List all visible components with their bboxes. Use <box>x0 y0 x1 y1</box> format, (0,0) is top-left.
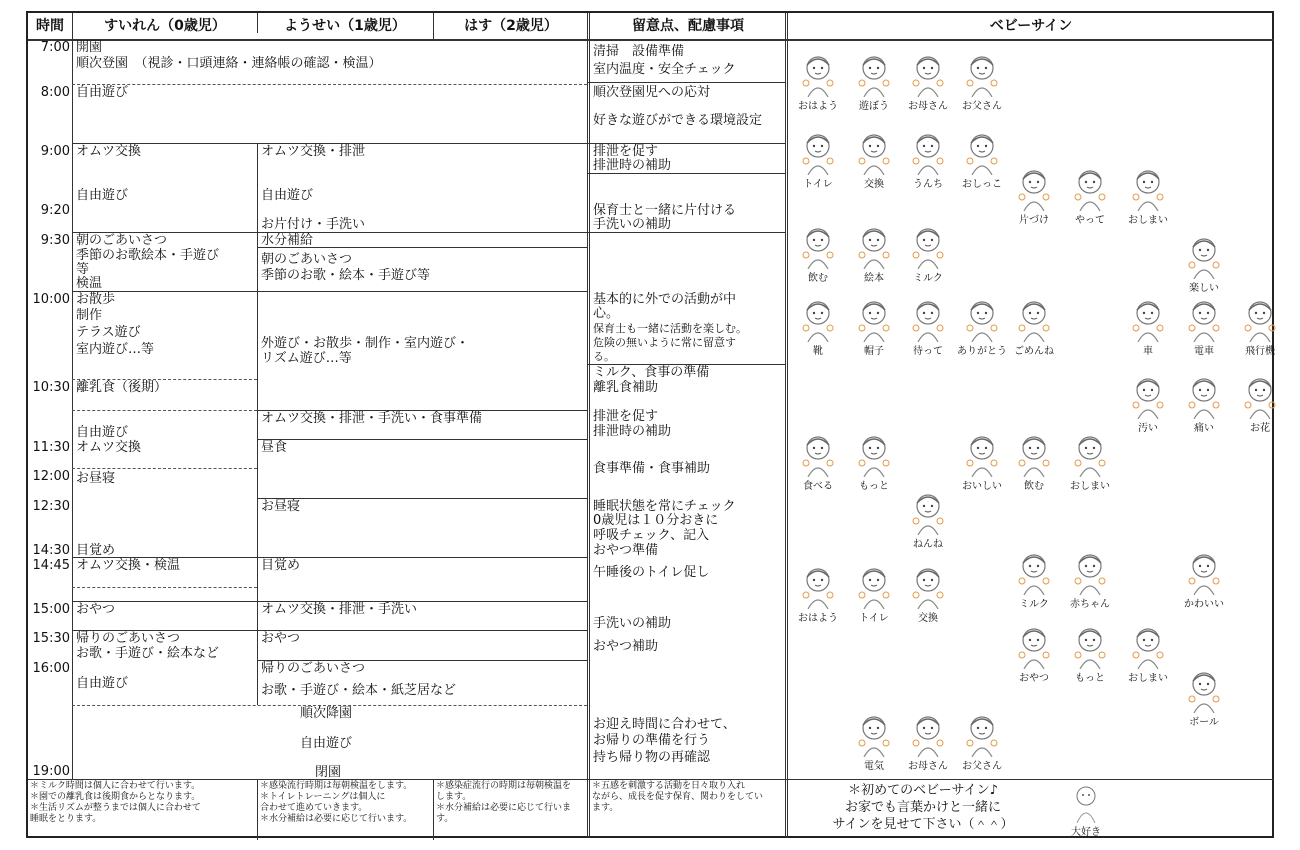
time-label: 14:45 <box>32 558 70 573</box>
sign-label: 痛い <box>1194 423 1214 434</box>
sign-figure <box>1120 167 1176 226</box>
divider-time <box>72 13 73 779</box>
note-item: 室内温度・安全チェック <box>593 62 736 77</box>
child-sign-icon <box>798 433 838 477</box>
sign-figure <box>846 131 902 190</box>
sign-figure <box>900 491 956 550</box>
suiren-item: オムツ交換 <box>76 144 142 159</box>
child-sign-icon <box>1128 625 1168 669</box>
suiren-item: 自由遊び <box>76 676 129 691</box>
suiren-item: 季節のお歌絵本・手遊び <box>76 248 220 263</box>
footer-suiren: ＊生活リズムが整うまでは個人に合わせて <box>30 803 201 813</box>
sign-figure <box>1176 551 1232 610</box>
footer-hasu: ＊水分補給は必要に応じて行いま <box>436 803 572 813</box>
note-item: 睡眠状態を常にチェック <box>593 499 736 514</box>
sign-label: お母さん <box>908 761 948 772</box>
time-label: 12:30 <box>32 499 70 514</box>
time-label: 10:00 <box>32 292 70 307</box>
sign-figure <box>1232 375 1288 434</box>
note-item: 0歳児は１０分おきに <box>593 513 719 528</box>
sign-figure <box>1006 625 1062 684</box>
child-sign-icon <box>1070 551 1110 595</box>
sign-label: ボール <box>1189 717 1219 728</box>
yousei-item: リズム遊び…等 <box>261 351 352 366</box>
sign-label: 電車 <box>1194 346 1214 357</box>
sign-label: 飲む <box>808 273 828 284</box>
child-sign-icon <box>798 53 838 97</box>
suiren-item: 離乳食（後期） <box>76 380 168 395</box>
yousei-item: オムツ交換・排泄・手洗い <box>261 602 418 617</box>
child-sign-icon <box>798 565 838 609</box>
sign-figure <box>900 298 956 357</box>
child-sign-icon <box>908 225 948 269</box>
suiren-item: 自由遊び <box>76 425 129 440</box>
child-sign-icon <box>798 131 838 175</box>
footer-suiren: ＊ミルク時間は個人に合わせて行います。 <box>30 781 201 791</box>
sign-label: もっと <box>859 481 889 492</box>
child-sign-icon <box>1184 235 1224 279</box>
note-item: 食事準備・食事補助 <box>593 461 711 476</box>
sign-figure <box>900 713 956 772</box>
sign-figure <box>1176 375 1232 434</box>
yousei-item: 外遊び・お散歩・制作・室内遊び・ <box>261 336 470 351</box>
note-item: 手洗いの補助 <box>593 616 672 631</box>
sign-label: おいしい <box>962 481 1002 492</box>
footer-hasu: ＊感染症流行の時期は毎朝検温を <box>436 781 572 791</box>
child-sign-icon <box>798 225 838 269</box>
sign-label: お花 <box>1250 423 1270 434</box>
header-yousei: ようせい（1歳児） <box>284 18 406 34</box>
sign-figure <box>846 433 902 492</box>
note-item: 危険の無いように常に留意す <box>593 336 736 349</box>
footer-notes: ＊五感を刺激する活動を日々取り入れ <box>592 781 746 791</box>
sign-figure <box>846 298 902 357</box>
suiren-item: テラス遊び <box>76 325 141 340</box>
child-sign-icon <box>908 491 948 535</box>
header-notes: 留意点、配慮事項 <box>632 18 744 34</box>
suiren-item: 目覚め <box>76 543 116 558</box>
note-item: お迎え時間に合わせて、 <box>593 717 736 732</box>
sign-label: 靴 <box>813 346 823 357</box>
sign-figure <box>790 433 846 492</box>
sign-figure <box>900 131 956 190</box>
note-item: 清掃 設備準備 <box>593 44 685 59</box>
sign-figure <box>1120 625 1176 684</box>
note-item: 排泄時の補助 <box>593 424 672 439</box>
sign-figure <box>1120 375 1176 434</box>
note-item: 排泄を促す <box>593 144 659 159</box>
child-sign-icon <box>854 225 894 269</box>
sign-label: ミルク <box>913 273 943 284</box>
child-sign-icon <box>1184 551 1224 595</box>
time-label: 12:00 <box>32 469 70 484</box>
time-label: 14:30 <box>32 543 70 558</box>
time-label: 15:00 <box>32 602 70 617</box>
child-sign-icon <box>908 713 948 757</box>
common-free-play: 自由遊び <box>76 85 129 100</box>
footer-notes: ます。 <box>592 803 619 813</box>
sign-figure <box>1120 298 1176 357</box>
sign-label: 絵本 <box>864 273 884 284</box>
sign-figure <box>1062 551 1118 610</box>
sign-label: 飛行機 <box>1245 346 1275 357</box>
time-label: 9:00 <box>40 144 70 159</box>
sign-label: 待って <box>913 346 943 357</box>
yousei-item: 自由遊び <box>261 188 314 203</box>
sign-label: 片づけ <box>1019 215 1049 226</box>
sign-figure <box>900 565 956 624</box>
sign-label: 食べる <box>803 481 833 492</box>
sign-figure <box>1006 167 1062 226</box>
header-time: 時間 <box>36 18 64 34</box>
sign-label: 電気 <box>864 761 884 772</box>
child-sign-icon <box>1014 298 1054 342</box>
sign-figure <box>790 131 846 190</box>
yousei-item: オムツ交換・排泄・手洗い・食事準備 <box>261 411 483 426</box>
sign-label: 帽子 <box>864 346 884 357</box>
note-item: お帰りの準備を行う <box>593 733 711 748</box>
sign-figure <box>846 565 902 624</box>
sign-figure <box>790 53 846 112</box>
child-sign-icon <box>1014 167 1054 211</box>
time-label: 9:20 <box>40 203 70 218</box>
child-sign-icon <box>854 433 894 477</box>
yousei-item: 水分補給 <box>261 233 314 248</box>
sign-label: おしまい <box>1128 215 1168 226</box>
footer-sign-note: サインを見せて下さい（＾＾） <box>832 817 1014 832</box>
sign-figure <box>1006 551 1062 610</box>
sign-label: おしっこ <box>962 179 1002 190</box>
sign-figure <box>1058 783 1114 838</box>
sign-figure <box>1062 167 1118 226</box>
sign-label: 大好き <box>1071 827 1101 838</box>
common-open: 開園 <box>76 40 103 55</box>
header-suiren: すいれん（0歳児） <box>104 18 226 34</box>
yousei-item: お片付け・手洗い <box>261 217 366 232</box>
sign-figure <box>846 53 902 112</box>
suiren-item: 帰りのごあいさつ <box>76 631 181 646</box>
child-sign-icon <box>1184 669 1224 713</box>
footer-sign-note: ＊初めてのベビーサイン♪ <box>848 783 998 798</box>
sign-label: もっと <box>1075 673 1105 684</box>
yousei-item: 昼食 <box>261 440 288 455</box>
sign-figure <box>1062 625 1118 684</box>
child-sign-icon <box>962 298 1002 342</box>
note-item: 午睡後のトイレ促し <box>593 565 710 580</box>
sign-label: お父さん <box>962 761 1002 772</box>
child-sign-icon <box>1070 625 1110 669</box>
common-free-end: 自由遊び <box>300 736 353 751</box>
footer-sign-note: お家でも言葉かけと一緒に <box>844 800 1001 815</box>
sign-label: おはよう <box>798 101 838 112</box>
sign-label: おはよう <box>798 613 838 624</box>
suiren-item: オムツ交換 <box>76 440 142 455</box>
footer-yousei: ＊水分補給は必要に応じて行います。 <box>260 814 413 824</box>
child-sign-icon <box>962 713 1002 757</box>
sign-label: トイレ <box>803 179 833 190</box>
note-item: おやつ準備 <box>593 543 659 558</box>
note-item: 心。 <box>593 306 620 321</box>
sign-label: ごめんね <box>1014 346 1054 357</box>
sign-figure <box>846 225 902 284</box>
time-label: 8:00 <box>40 85 70 100</box>
child-sign-icon <box>1184 298 1224 342</box>
footer-suiren: 睡眠をとります。 <box>30 814 102 824</box>
footer-yousei: ＊感染流行時期は毎朝検温をします。 <box>260 781 413 791</box>
time-label: 19:00 <box>32 764 70 779</box>
child-sign-icon <box>908 53 948 97</box>
footer-yousei: 合わせて進めていきます。 <box>260 803 368 813</box>
suiren-item: 制作 <box>76 308 103 323</box>
sign-label: やって <box>1075 215 1105 226</box>
sign-label: 交換 <box>864 179 884 190</box>
sign-label: お父さん <box>962 101 1002 112</box>
child-sign-icon <box>854 298 894 342</box>
child-sign-icon <box>798 298 838 342</box>
sign-label: トイレ <box>859 613 889 624</box>
note-item: る。 <box>593 350 615 363</box>
common-leave: 順次降園 <box>300 706 353 721</box>
sign-label: 交換 <box>918 613 938 624</box>
sign-label: お母さん <box>908 101 948 112</box>
sign-label: おしまい <box>1070 481 1110 492</box>
sign-figure <box>1232 298 1288 357</box>
sign-figure <box>1176 669 1232 728</box>
sign-figure <box>1006 298 1062 357</box>
sign-label: 遊ぼう <box>859 101 889 112</box>
child-sign-icon <box>1240 298 1280 342</box>
suiren-item: 等 <box>76 262 90 277</box>
note-item: 基本的に外での活動が中 <box>593 292 737 307</box>
suiren-item: 検温 <box>76 276 103 291</box>
header-signs: ベビーサイン <box>989 18 1073 34</box>
yousei-item: 季節のお歌・絵本・手遊び等 <box>261 268 431 283</box>
yousei-item: 帰りのごあいさつ <box>261 661 366 676</box>
child-sign-icon <box>854 713 894 757</box>
sign-figure <box>846 713 902 772</box>
sign-label: 汚い <box>1138 423 1158 434</box>
note-item: 離乳食補助 <box>593 380 659 395</box>
sign-label: ミルク <box>1019 599 1049 610</box>
time-label: 7:00 <box>40 40 70 55</box>
note-item: 保育士も一緒に活動を楽しむ。 <box>593 322 747 335</box>
yousei-item: おやつ <box>261 631 301 646</box>
sign-figure <box>954 131 1010 190</box>
child-sign-icon <box>1070 167 1110 211</box>
time-label: 11:30 <box>32 440 70 455</box>
yousei-item: オムツ交換・排泄 <box>261 144 366 159</box>
sign-label: 飲む <box>1024 481 1044 492</box>
sign-label: ありがとう <box>957 346 1007 357</box>
footer-hasu: します。 <box>436 792 472 802</box>
child-sign-icon <box>962 131 1002 175</box>
child-sign-icon <box>1128 375 1168 419</box>
sign-figure <box>954 53 1010 112</box>
time-label: 15:30 <box>32 631 70 646</box>
yousei-item: 目覚め <box>261 558 301 573</box>
time-label: 10:30 <box>32 380 70 395</box>
common-arrive: 順次登園 （視診・口頭連絡・連絡帳の確認・検温） <box>76 56 382 71</box>
sign-label: うんち <box>913 179 943 190</box>
sign-figure <box>900 225 956 284</box>
sign-figure <box>900 53 956 112</box>
sign-figure <box>790 565 846 624</box>
sign-label: ねんね <box>913 539 943 550</box>
note-item: おやつ補助 <box>593 639 659 654</box>
suiren-item: 朝のごあいさつ <box>76 233 168 248</box>
child-sign-icon <box>1014 551 1054 595</box>
child-sign-icon <box>1240 375 1280 419</box>
note-item: 排泄を促す <box>593 409 659 424</box>
sign-figure <box>954 433 1010 492</box>
sign-label: おやつ <box>1019 673 1049 684</box>
sign-figure <box>954 298 1010 357</box>
yousei-item: 朝のごあいさつ <box>261 252 353 267</box>
sign-figure <box>1006 433 1062 492</box>
sign-figure <box>1176 298 1232 357</box>
footer-notes: ながら、成長を促す保育、関わりをしてい <box>592 792 764 802</box>
time-label: 16:00 <box>32 661 70 676</box>
child-sign-icon <box>962 53 1002 97</box>
note-item: 順次登園児への応対 <box>593 85 711 100</box>
child-sign-icon <box>1070 433 1110 477</box>
footer-suiren: ＊園での離乳食は後期食からとなります。 <box>30 792 201 802</box>
sign-figure <box>790 298 846 357</box>
suiren-item: お散歩 <box>76 292 116 307</box>
note-item: 保育士と一緒に片付ける <box>593 203 737 218</box>
divider-signs <box>785 13 788 838</box>
child-sign-icon <box>1014 433 1054 477</box>
suiren-item: 室内遊び…等 <box>76 342 155 357</box>
child-sign-icon <box>854 565 894 609</box>
yousei-item: お昼寝 <box>261 499 301 514</box>
child-sign-icon <box>1128 167 1168 211</box>
note-item: 呼吸チェック、記入 <box>593 528 710 543</box>
suiren-item: おやつ <box>76 602 116 617</box>
note-item: 持ち帰り物の再確認 <box>593 750 711 765</box>
sign-figure <box>1176 235 1232 294</box>
note-item: 好きな遊びができる環境設定 <box>593 113 763 128</box>
daily-schedule-sheet <box>26 11 1274 838</box>
sign-figure <box>790 225 846 284</box>
note-item: 排泄時の補助 <box>593 158 672 173</box>
header-hasu: はす（2歳児） <box>464 18 558 34</box>
child-sign-icon <box>908 131 948 175</box>
note-item: 手洗いの補助 <box>593 217 672 232</box>
divider-notes <box>587 13 590 838</box>
child-sign-icon <box>1014 625 1054 669</box>
child-sign-icon <box>908 298 948 342</box>
suiren-item: 自由遊び <box>76 188 129 203</box>
note-item: ミルク、食事の準備 <box>593 365 710 380</box>
suiren-item: お歌・手遊び・絵本など <box>76 646 220 661</box>
common-close: 閉園 <box>315 765 342 780</box>
suiren-item: お昼寝 <box>76 471 116 486</box>
sign-label: 楽しい <box>1189 283 1219 294</box>
yousei-item: お歌・手遊び・絵本・紙芝居など <box>261 683 457 698</box>
child-sign-icon <box>854 131 894 175</box>
sign-figure <box>1062 433 1118 492</box>
suiren-item: オムツ交換・検温 <box>76 558 181 573</box>
sign-label: 赤ちゃん <box>1070 599 1110 610</box>
footer-yousei: ＊トイレトレーニングは個人に <box>260 792 386 802</box>
footer-hasu: す。 <box>436 814 454 824</box>
child-sign-icon <box>908 565 948 609</box>
child-sign-icon <box>854 53 894 97</box>
sign-label: 車 <box>1143 346 1153 357</box>
child-sign-icon <box>1184 375 1224 419</box>
sign-label: おしまい <box>1128 673 1168 684</box>
sign-label: かわいい <box>1184 599 1224 610</box>
sign-figure <box>954 713 1010 772</box>
child-sign-icon <box>962 433 1002 477</box>
time-label: 9:30 <box>40 233 70 248</box>
child-sign-icon <box>1128 298 1168 342</box>
